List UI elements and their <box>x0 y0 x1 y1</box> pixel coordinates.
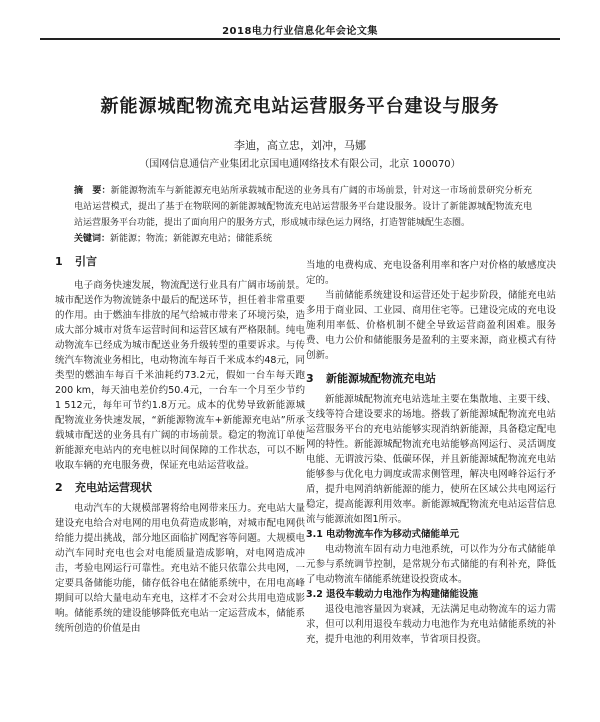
paragraph: 电动汽车的大规模部署将给电网带来压力。充电站大量建设充电给合对电网的用电负荷造成影响，对城市配电网供给能力提出挑战，部分地区面临扩网配容等问题。大规模电动汽车同时充电也会对电能质量造成影响，对电网造成冲击，考验电网运行可靠性。充电站不能只依靠公共电网，一定要具备储能功能，储存低谷电在储能系统中，在用电高峰期间可以给大量电动车充电，这样才不会对公共用电造成影响。储能系统的建设能够降低充电站一定运营成本，储能系统所创造的价值是由 <box>55 503 305 634</box>
section-title: 新能源城配物流充电站 <box>326 372 436 385</box>
keywords-line <box>74 231 532 247</box>
affiliation: （国网信息通信产业集团北京国电通网络技术有限公司，北京 100070） <box>139 159 461 170</box>
right-column <box>306 258 556 647</box>
abstract <box>74 183 532 247</box>
subsection-number: 3.1 <box>306 529 323 540</box>
keywords-label: 关键词： <box>74 234 111 244</box>
section-number: 3 <box>306 372 314 385</box>
paper-title: 新能源城配物流充电站运营服务平台建设与服务 <box>100 96 500 117</box>
authors: 李迪，高立忠，刘冲，马娜 <box>234 139 366 152</box>
section-number: 1 <box>55 255 63 268</box>
subsection-number: 3.2 <box>306 589 323 600</box>
paragraph: 电动物流车固有动力电池系统，可以作为分布式储能单元参与系统调节控制，是常规分布式储能的有利补充，降低了电动物流车储能系统建设投资成本。 <box>306 544 556 585</box>
subsection-title: 电动物流车作为移动式储能单元 <box>326 529 460 540</box>
running-header: 2018电力行业信息化年会论文集 <box>222 26 378 37</box>
paragraph: 新能源城配物流充电站选址主要在集散地、主要干线、支线等符合建设要求的场地。搭载了新能源城配物流充电站运营服务平台的充电站能够实现消纳新能源，具备稳定配电网的特性。新能源城配物流充电站能够高网运行、灵活调度电能、无谓波污染、低碳环保，并且新能源城配物流充电站能够参与优化电力调度或需求侧管理，解决电网峰谷运行矛盾，提升电网消纳新能源的能力，使所在区域公共电网运行稳定，提高能源利用效率。新能源城配物流充电站运营信息流与能源流如图1所示。 <box>306 394 556 525</box>
abstract-label: 摘 要： <box>74 186 111 196</box>
paragraph: 当地的电费构成、充电设备利用率和客户对价格的敏感度决定的。 <box>306 260 556 286</box>
section-number: 2 <box>55 481 63 494</box>
paragraph: 退役电池容量因为衰减，无法满足电动物流车的运力需求，但可以利用退役车载动力电池作为充电站储能系统的补充，提升电池的利用效率，节省项目投资。 <box>306 604 556 645</box>
section-heading-3 <box>306 371 556 387</box>
section-heading-1 <box>55 254 305 270</box>
paragraph: 电子商务快速发展，物流配送行业具有广阔市场前景。城市配送作为物流链条中最后的配送环节，担任着非常重要的作用。由于燃油车排放的尾气给城市带来了环境污染，造成大部分城市对货车运营时间和运营区域有严格限制。纯电动物流车已经成为城市配送业务升级转型的重要诉求。与传统汽车物流业务相比，电动物流车每百千米成本约48元，同类型的燃油车每百千米油耗约73.2元，假如一台车每天跑200 km，每天油电差价约50.4元，一台车一个月至少节约1 512元，每年可节约1.8万元。成本的优势导致新能源城配物流业务快速发展，“新能源物流车+新能源充电站”所承载城市配送的业务具有广阔的市场前景。稳定的物流订单使新能源充电站内的充电桩以时间保障的工作状态，可以不断收取车辆的充电服务费，保证充电站运营收益。 <box>55 280 305 471</box>
section-title: 充电站运营现状 <box>75 481 152 494</box>
subsection-heading-3-1 <box>306 527 556 542</box>
header-rule <box>40 38 560 40</box>
keywords-text: 新能源；物流；新能源充电站；储能系统 <box>110 234 273 244</box>
left-column <box>55 254 305 636</box>
subsection-title: 退役车载动力电池作为构建储能设施 <box>326 589 479 600</box>
section-title: 引言 <box>75 255 97 268</box>
abstract-text: 新能源物流车与新能源充电站所承载城市配送的业务具有广阔的市场前景，针对这一市场前景研究分析充电站运营模式，提出了基于在物联网的新能源城配物流充电站运营服务平台建设服务。设计了新能源城配物流充电站运营服务平台功能，提出了面向用户的服务方式，形成城市绿色运力网络，打造智能城配生态圈。 <box>74 186 532 228</box>
subsection-heading-3-2 <box>306 587 556 602</box>
paragraph: 当前储能系统建设和运营还处于起步阶段，储能充电站多用于商业园、工业园、商用住宅等。已建设完成的充电设施利用率低、价格机制不健全导致运营商盈利困难。服务费、电力公价和储能服务是盈利的主要来源，商业模式有待创新。 <box>306 290 556 361</box>
section-heading-2 <box>55 480 305 496</box>
